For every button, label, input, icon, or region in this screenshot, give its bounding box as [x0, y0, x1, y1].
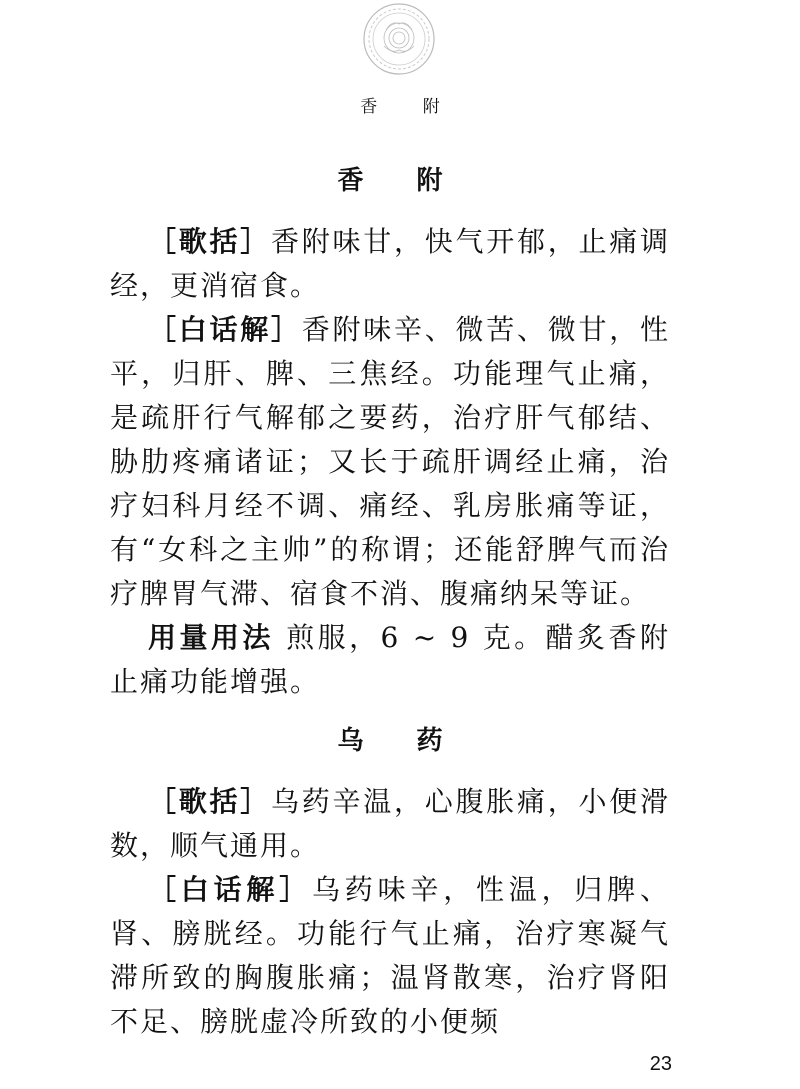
page-body	[110, 156, 670, 1044]
running-header: 香 附	[360, 97, 460, 117]
verse-label: ［歌括］	[148, 225, 271, 258]
verse-paragraph	[110, 780, 670, 868]
page-number: 23	[649, 1053, 672, 1075]
chrysanthemum-emblem-icon	[362, 2, 436, 76]
verse-paragraph	[110, 220, 670, 308]
explanation-text: 乌药味辛，性温，归脾、肾、膀胱经。功能行气止痛，治疗寒凝气滞所致的胸腹胀痛；温肾散寒，治疗肾阳不足、膀胱虚冷所致的小便频	[110, 873, 670, 1038]
explanation-label: ［白话解］	[148, 873, 312, 906]
entry-title-xiangfu: 香 附	[337, 166, 465, 196]
explanation-text: 香附味辛、微苦、微甘，性平，归肝、脾、三焦经。功能理气止痛，是疏肝行气解郁之要药，治疗肝气郁结、胁肋疼痛诸证；又长于疏肝调经止痛，治疗妇科月经不调、痛经、乳房胀痛等证，有“女科之主帅”的称谓；还能舒脾气而治疗脾胃气滞、宿食不消、腹痛纳呆等证。	[110, 313, 670, 610]
usage-label: 用量用法	[148, 621, 274, 654]
verse-text: 香附味甘，快气开郁，止痛调经，更消宿食。	[110, 225, 670, 302]
usage-text: 煎服，6 ~ 9 克。醋炙香附止痛功能增强。	[110, 621, 670, 698]
explanation-paragraph	[110, 868, 670, 1044]
verse-text: 乌药辛温，心腹胀痛，小便滑数，顺气通用。	[110, 785, 670, 862]
explanation-paragraph	[110, 308, 670, 616]
usage-paragraph	[110, 616, 670, 704]
verse-label: ［歌括］	[148, 785, 271, 818]
entry-title-wuyao: 乌 药	[337, 726, 465, 756]
explanation-label: ［白话解］	[148, 313, 302, 346]
